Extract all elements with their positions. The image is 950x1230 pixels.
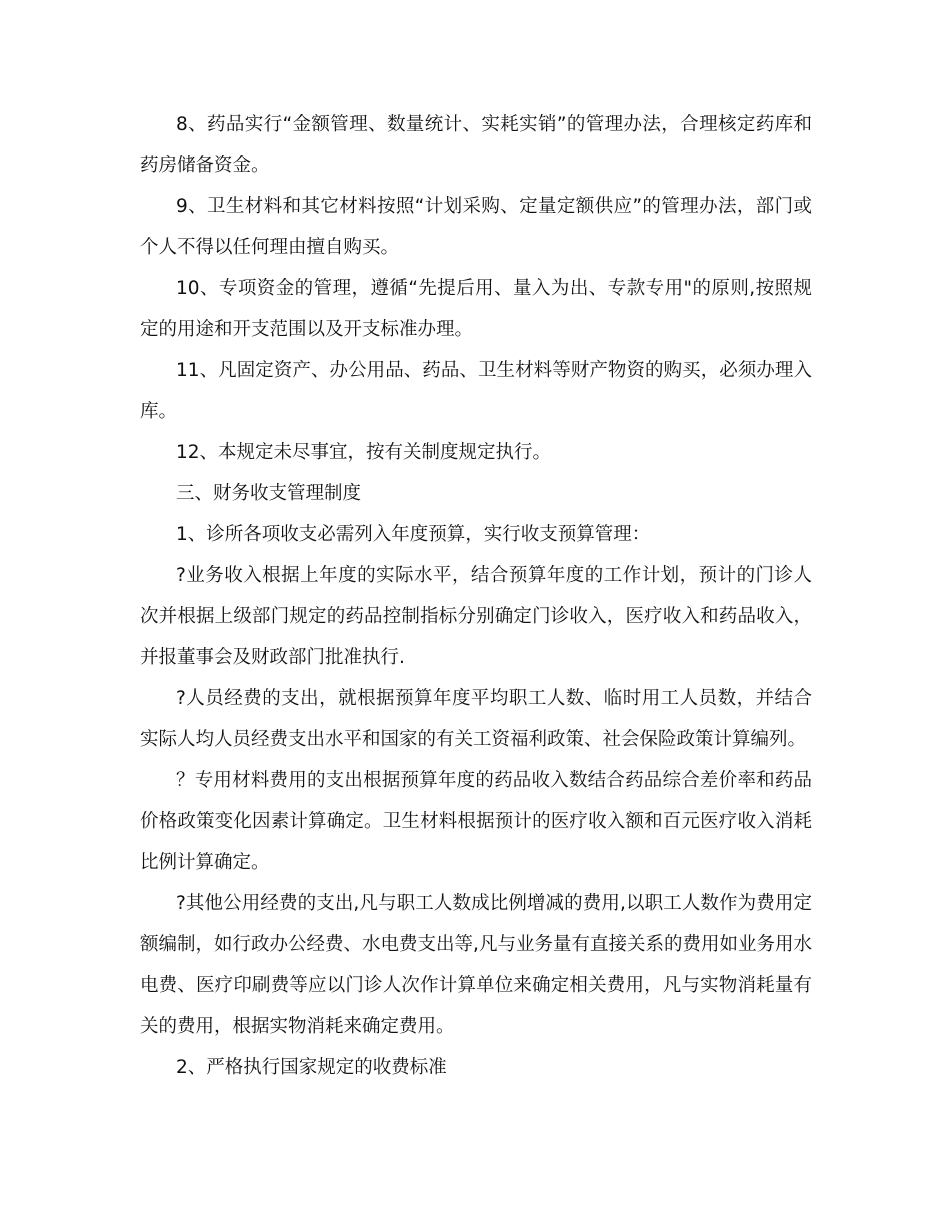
paragraph-item-8-drug-management: 8、药品实行“金额管理、数量统计、实耗实销”的管理办法，合理核定药库和药房储备资金。 [140,114,812,176]
section-heading-financial-management: 三、财务收支管理制度 [176,483,362,504]
paragraph-item-12-other-matters: 12、本规定未尽事宜，按有关制度规定执行。 [176,442,552,463]
paragraph-special-materials: ？专用材料费用的支出根据预算年度的药品收入数结合药品综合差价率和药品价格政策变化因素计算确定。卫生材料根据预计的医疗收入额和百元医疗收入消耗比例计算确定。 [140,770,812,873]
paragraph-public-expenses: ?其他公用经费的支出,凡与职工人数成比例增减的费用,以职工人数作为费用定额编制，如行政办公经费、水电费支出等,凡与业务量有直接关系的费用如业务用水电费、医疗印刷费等应以门诊人次作计算单位来确定相关费用，凡与实物消耗量有关的费用，根据实物消耗来确定费用。 [140,893,812,1037]
paragraph-personnel-expenses: ?人员经费的支出，就根据预算年度平均职工人数、临时用工人员数，并结合实际人均人员经费支出水平和国家的有关工资福利政策、社会保险政策计算编列。 [140,688,812,750]
paragraph-item-2-fee-standards: 2、严格执行国家规定的收费标准 [176,1057,447,1078]
paragraph-item-1-budget: 1、诊所各项收支必需列入年度预算，实行收支预算管理： [176,524,651,545]
paragraph-item-9-materials-purchase: 9、卫生材料和其它材料按照“计划采购、定量定额供应”的管理办法，部门或个人不得以任何理由擅自购买。 [140,196,812,258]
paragraph-business-income: ?业务收入根据上年度的实际水平，结合预算年度的工作计划，预计的门诊人次并根据上级部门规定的药品控制指标分别确定门诊收入，医疗收入和药品收入，并报董事会及财政部门批准执行. [140,565,812,668]
document-body [140,104,812,1088]
paragraph-item-11-warehousing: 11、凡固定资产、办公用品、药品、卫生材料等财产物资的购买，必须办理入库。 [140,360,812,422]
paragraph-item-10-special-funds: 10、专项资金的管理，遵循“先提后用、量入为出、专款专用"的原则,按照规定的用途和开支范围以及开支标准办理。 [140,278,812,340]
